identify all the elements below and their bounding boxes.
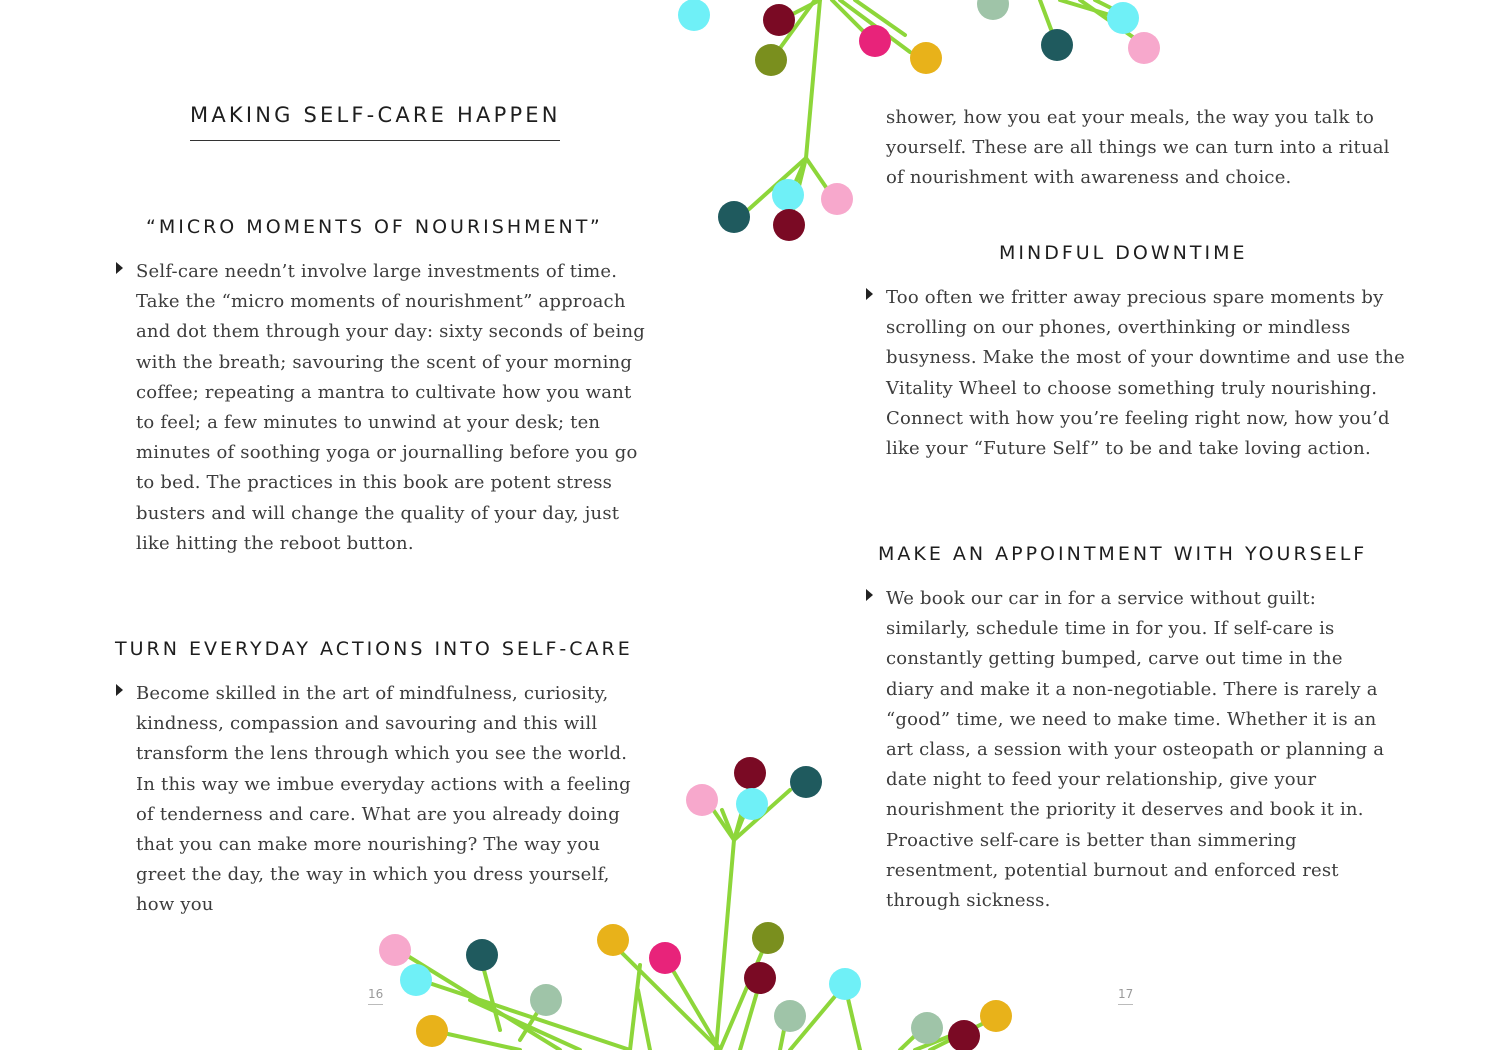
page-number-left: 16	[368, 988, 383, 1005]
section-heading-everyday-actions: TURN EVERYDAY ACTIONS INTO SELF-CARE	[115, 638, 633, 660]
bullet-triangle-icon	[866, 589, 873, 601]
chapter-title: MAKING SELF-CARE HAPPEN	[190, 103, 560, 141]
section-body-everyday-actions: Become skilled in the art of mindfulness, curiosity, kindness, compassion and savouring and this will transform the lens through which you see the world. In this way we imbue everyday actions with a feeling of tenderness and care. What are you already doing that you can make more nourishing? The way you greet the day, the way in which you dress yourself, how you	[136, 683, 631, 916]
bullet-triangle-icon	[866, 288, 873, 300]
section-heading-micro-moments: “MICRO MOMENTS OF NOURISHMENT”	[146, 216, 603, 238]
bullet-triangle-icon	[116, 684, 123, 696]
section-heading-mindful-downtime: MINDFUL DOWNTIME	[999, 242, 1248, 264]
section-body-appointment: We book our car in for a service without guilt: similarly, schedule time in for you. If self-care is constantly getting bumped, carve out time in the diary and make it a non-negotiable. There is rarely a “good” time, we need to make time. Whether it is an art class, a session with your osteopath or planning a date night to feed your relationship, give your nourishment the priority it deserves and book it in. Proactive self-care is better than simmering resentment, potential burnout and enforced rest through sickness.	[886, 588, 1385, 912]
section-heading-appointment: MAKE AN APPOINTMENT WITH YOURSELF	[878, 543, 1368, 565]
bullet-triangle-icon	[116, 262, 123, 274]
section-body-micro-moments: Self-care needn’t involve large investments of time. Take the “micro moments of nourishment” approach and dot them through your day: sixty seconds of being with the breath; savouring the scent of your morning coffee; repeating a mantra to cultivate how you want to feel; a few minutes to unwind at your desk; ten minutes of soothing yoga or journalling before you go to bed. The practices in this book are potent stress busters and will change the quality of your day, just like hitting the reboot button.	[136, 261, 646, 554]
continuation-text: shower, how you eat your meals, the way you talk to yourself. These are all things we can turn into a ritual of nourishment with awareness and choice.	[886, 107, 1390, 189]
page-number-right: 17	[1118, 988, 1133, 1005]
section-body-mindful-downtime: Too often we fritter away precious spare moments by scrolling on our phones, overthinking or mindless busyness. Make the most of your downtime and use the Vitality Wheel to choose something truly nourishing. Connect with how you’re feeling right now, how you’d like your “Future Self” to be and take loving action.	[886, 287, 1406, 460]
